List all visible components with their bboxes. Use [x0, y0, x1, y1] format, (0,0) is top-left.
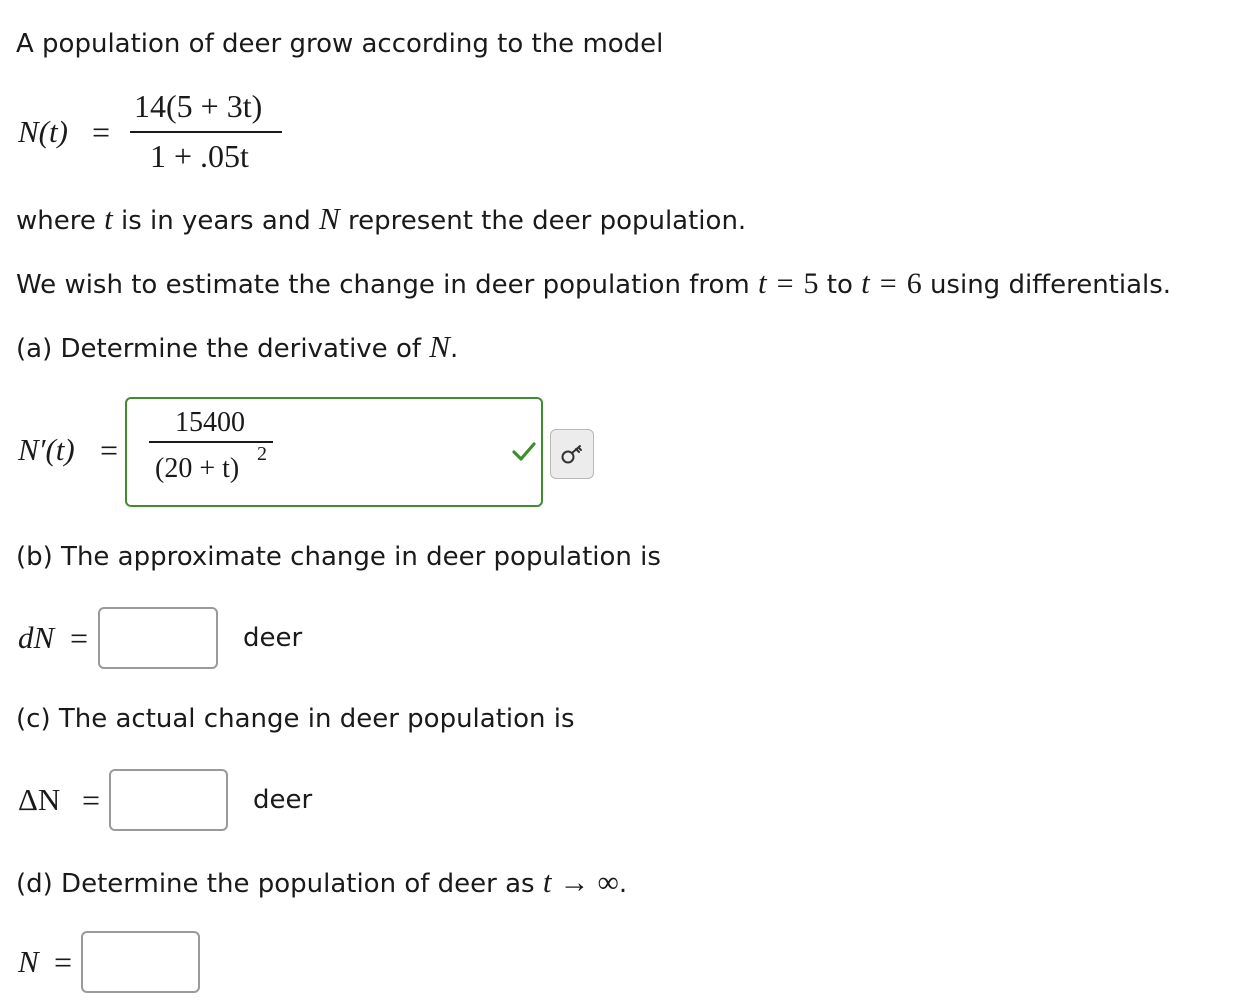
where-part-3: represent the deer population. — [339, 206, 747, 236]
wish-equals-2: = — [879, 267, 897, 300]
part-d-prompt-text: (d) Determine the population of deer as — [16, 869, 543, 899]
part-d-answer-input[interactable] — [81, 931, 200, 993]
wish-var-t1: t — [757, 265, 767, 300]
model-equals: = — [92, 114, 111, 150]
model-numerator: 14(5 + 3t) — [134, 88, 263, 124]
check-icon — [511, 439, 537, 465]
part-b-answer-input[interactable] — [98, 607, 218, 669]
wish-value-1: 5 — [803, 267, 819, 300]
part-c-unit: deer — [253, 785, 313, 815]
part-b-lhs: dN — [18, 620, 55, 655]
wish-var-t2: t — [861, 265, 870, 300]
wish-value-2: 6 — [906, 267, 922, 300]
part-d-prompt-arrow: → — [559, 866, 590, 899]
where-var-n: N — [319, 201, 340, 236]
wish-part-1: We wish to estimate the change in deer population from — [16, 270, 758, 300]
part-a-lhs: N′(t) — [18, 432, 75, 467]
wish-text — [16, 267, 1171, 301]
part-a-answer-denominator: (20 + t) — [155, 453, 240, 484]
where-text — [16, 203, 746, 237]
wish-equals-1: = — [776, 267, 794, 300]
part-a-answer-fraction-bar — [149, 441, 273, 443]
part-b-prompt: (b) The approximate change in deer population is — [16, 542, 661, 572]
where-var-t: t — [104, 201, 113, 236]
part-a-answer-exponent: 2 — [257, 443, 267, 465]
part-d-prompt-infinity: ∞ — [597, 866, 619, 899]
part-d-prompt-var: t — [542, 864, 552, 899]
part-d-equals: = — [54, 944, 73, 980]
part-c-equals: = — [82, 782, 101, 818]
intro-text: A population of deer grow according to the model — [16, 29, 664, 59]
part-a-answer-field[interactable] — [125, 397, 543, 507]
where-part-1: where — [16, 206, 105, 236]
model-lhs: N(t) — [18, 114, 68, 149]
part-a-prompt — [16, 331, 458, 365]
part-a-prompt-var: N — [429, 329, 450, 364]
part-c-prompt: (c) The actual change in deer population is — [16, 704, 575, 734]
part-d-prompt-period: . — [618, 869, 628, 899]
part-b-equals: = — [70, 620, 89, 656]
part-a-prompt-text: (a) Determine the derivative of — [16, 334, 430, 364]
model-denominator: 1 + .05t — [150, 138, 249, 174]
key-icon[interactable] — [550, 429, 594, 479]
part-c-lhs-text: ΔN — [18, 782, 61, 817]
part-a-prompt-period: . — [449, 334, 459, 364]
part-c-lhs — [18, 782, 60, 818]
wish-part-3: using differentials. — [921, 270, 1172, 300]
part-d-prompt — [16, 866, 627, 900]
part-a-equals: = — [100, 432, 119, 468]
part-b-unit: deer — [243, 623, 303, 653]
part-a-answer-numerator: 15400 — [175, 407, 245, 438]
where-part-2: is in years and — [112, 206, 320, 236]
part-d-lhs: N — [18, 944, 39, 979]
wish-part-2: to — [818, 270, 862, 300]
part-c-answer-input[interactable] — [109, 769, 228, 831]
model-fraction-bar — [130, 131, 282, 133]
